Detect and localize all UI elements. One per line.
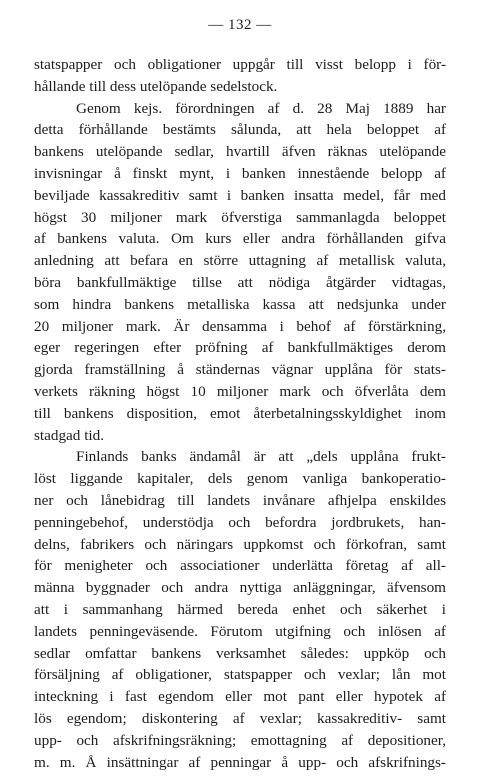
text-line: statspapper och obligationer uppgår till visst belopp i för- (34, 56, 446, 73)
text-line: stadgad tid. (34, 426, 105, 444)
text-line: 20 miljoner mark. Är densamma i behof af förstärkning, (34, 317, 446, 335)
text-line: lös egendom; diskontering af vexlar; kassakreditiv- samt (34, 709, 446, 727)
text-line: anledning att befara en större uttagning af metallisk valuta, (34, 252, 446, 270)
text-line: högst 30 miljoner mark öfverstiga sammanlagda beloppet (34, 208, 446, 226)
document-page (34, 14, 446, 773)
text-line: Finlands banks ändamål är att „dels upplåna frukt- (76, 448, 446, 466)
text-line: löst liggande kapitaler, dels genom vanliga bankoperatio- (34, 470, 446, 488)
text-line: för menigheter och associationer underlätta företag af all- (34, 557, 446, 575)
text-line: inteckning i fast egendom eller mot pant eller hypotek af (34, 688, 446, 706)
text-line: detta förhållande bestämts sålunda, att hela beloppet af (34, 121, 446, 139)
text-line: beviljade kassakreditiv samt i banken insatta medel, får med (34, 186, 446, 204)
text-line: gjorda framställning å ständernas vägnar upplåna för stats- (34, 361, 446, 379)
text-line: böra bankfullmäktige tillse att nödiga åtgärder vidtagas, (34, 273, 446, 291)
text-line: hållande till dess utelöpande sedelstock. (34, 77, 278, 95)
text-line: m. m. Å insättningar af penningar å upp- och afskrifnings- (34, 753, 446, 771)
text-line: eger regeringen efter pröfning af bankfullmäktiges derom (34, 339, 446, 357)
text-line: verkets räkning högst 10 miljoner mark och öfverlåta dem (34, 382, 446, 400)
text-line: delns, fabrikers och näringars uppkomst och förkofran, samt (34, 535, 446, 553)
text-line: af bankens valuta. Om kurs eller andra förhållanden gifva (34, 230, 446, 248)
text-line: männa byggnader och andra nyttiga anläggningar, äfvensom (34, 579, 446, 597)
text-line: ner och lånebidrag till landets invånare afhjelpa enskildes (34, 491, 446, 509)
text-line: upp- och afskrifningsräkning; emottagning af depositioner, (34, 731, 446, 749)
text-line: som hindra bankens metalliska kassa att nedsjunka under (34, 295, 446, 313)
text-line: Genom kejs. förordningen af d. 28 Maj 1889 har (76, 99, 446, 117)
page-number: — 132 — (208, 17, 272, 33)
text-line: penningebehof, understödja och befordra jordbrukets, han- (34, 513, 446, 531)
text-line: till bankens disposition, emot återbetalningsskyldighet inom (34, 404, 446, 422)
text-line: invisningar å finskt mynt, i banken innestående belopp af (34, 164, 446, 182)
body-text (34, 54, 446, 773)
text-line: försäljning af obligationer, statspapper och vexlar; lån mot (34, 666, 446, 684)
text-line: att i sammanhang härmed bereda enhet och säkerhet i (34, 600, 446, 618)
text-line: bankens utelöpande sedlar, hvartill äfven räknas utelöpande (34, 143, 446, 161)
text-line: sedlar omfattar bankens verksamhet således: uppköp och (34, 644, 446, 662)
text-line: landets penningeväsende. Förutom utgifning och inlösen af (34, 622, 446, 640)
